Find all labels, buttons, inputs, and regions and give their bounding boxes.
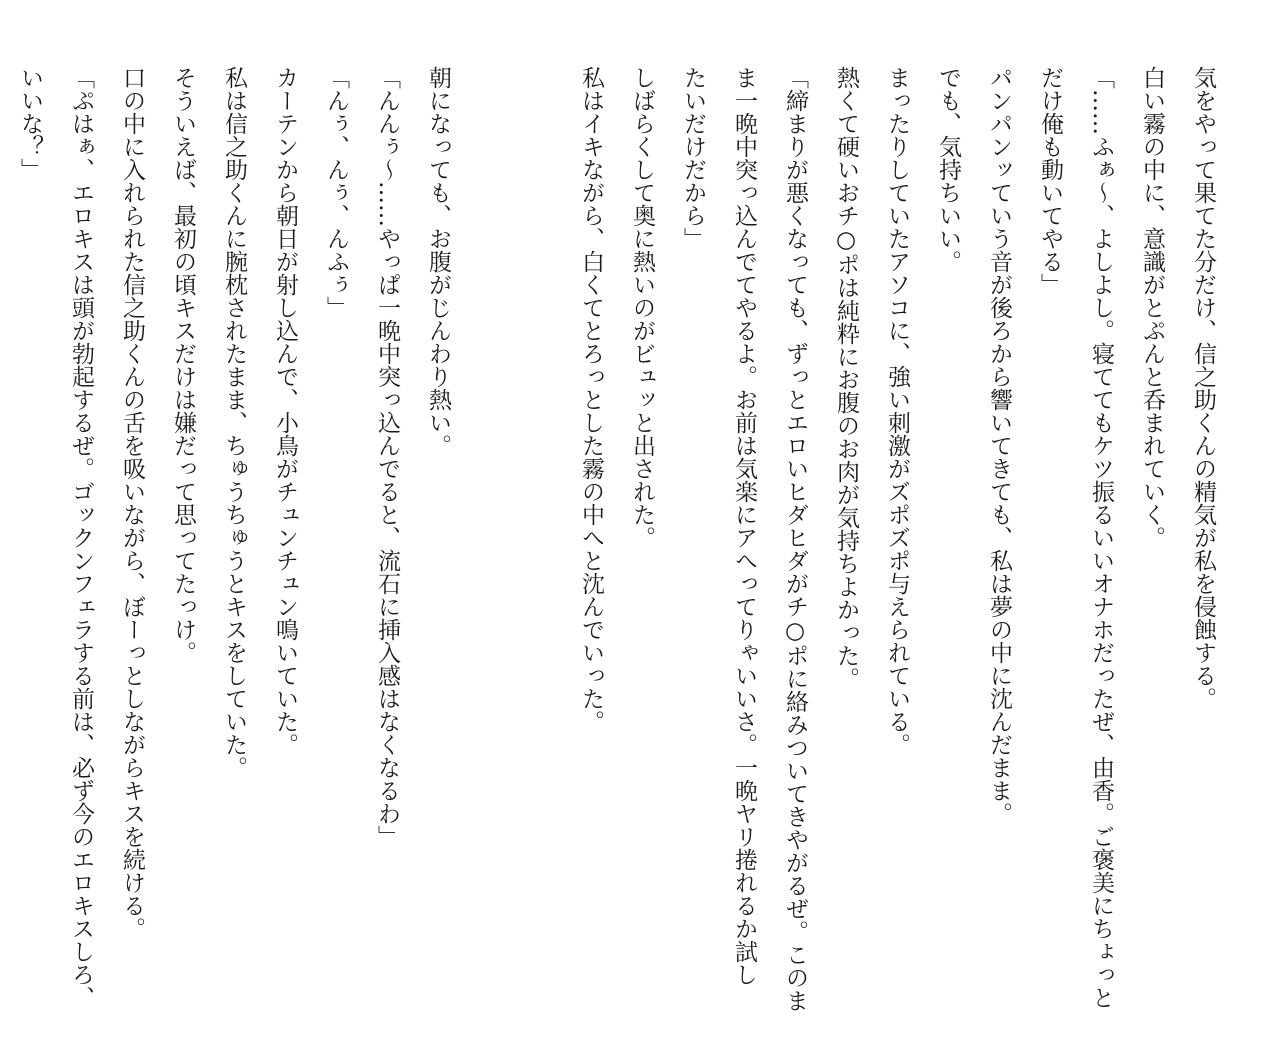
text-line: 白い霧の中に、意識がとぷんと呑まれていく。 [1139,66,1165,549]
text-line: 気をやって果てた分だけ、信之助くんの精気が私を侵蝕する。 [1190,66,1216,710]
text-line: まったりしていたアソコに、強い刺激がズポズポ与えられている。 [884,66,910,756]
text-line: たいだけだから」 [680,66,706,250]
text-line: 「……ふぁ～、よしよし。寝ててもケツ振るいいオナホだったぜ、由香。ご褒美にちょっと [1088,66,1114,1009]
text-line: でも、気持ちいい。 [935,66,961,273]
text-line: 「んぅ、んぅ、んふぅ」 [323,66,349,319]
text-line: 私は信之助くんに腕枕されたまま、ちゅうちゅうとキスをしていた。 [221,66,247,779]
text-line: ま一晩中突っ込んでてやるよ。お前は気楽にアへってりゃいいさ。一晩ヤリ捲れるか試し [731,66,757,986]
text-line: 「ぷはぁ、エロキスは頭が勃起するぜ。ゴックンフェラする前は、必ず今のエロキスしろ、 [68,66,94,1009]
text-line: パンパンッていう音が後ろから響いてきても、私は夢の中に沈んだまま。 [986,66,1012,825]
blank-line [463,66,514,1046]
text-line: 朝になっても、お腹がじんわり熱い。 [425,66,451,457]
text-line: 熱くて硬いおチ○ポは純粋にお腹のお肉が気持ちよかった。 [833,66,859,690]
text-line: 「んんぅ～……やっぱ一晩中突っ込んでると、流石に挿入感はなくなるわ」 [374,66,400,848]
text-line: そういえば、最初の頃キスだけは嫌だって思ってたっけ。 [170,66,196,664]
text-line: 口の中に入れられた信之助くんの舌を吸いながら、ぼーっとしながらキスを続ける。 [119,66,145,940]
text-line: 「締まりが悪くなっても、ずっとエロいヒダヒダがチ○ポに絡みついてきやがるぜ。このま [782,66,808,1012]
text-line: カーテンから朝日が射し込んで、小鳥がチュンチュン鳴いていた。 [272,66,298,756]
text-line: しばらくして奥に熱いのがビュッと出された。 [629,66,655,549]
text-line: いいな？」 [17,66,43,181]
blank-line [514,66,565,1046]
text-line [0,66,4,1046]
vertical-text-body [0,66,1228,1046]
text-line: 私はイキながら、白くてとろっとした霧の中へと沈んでいった。 [578,66,604,733]
text-line: だけ俺も動いてやる」 [1037,66,1063,296]
